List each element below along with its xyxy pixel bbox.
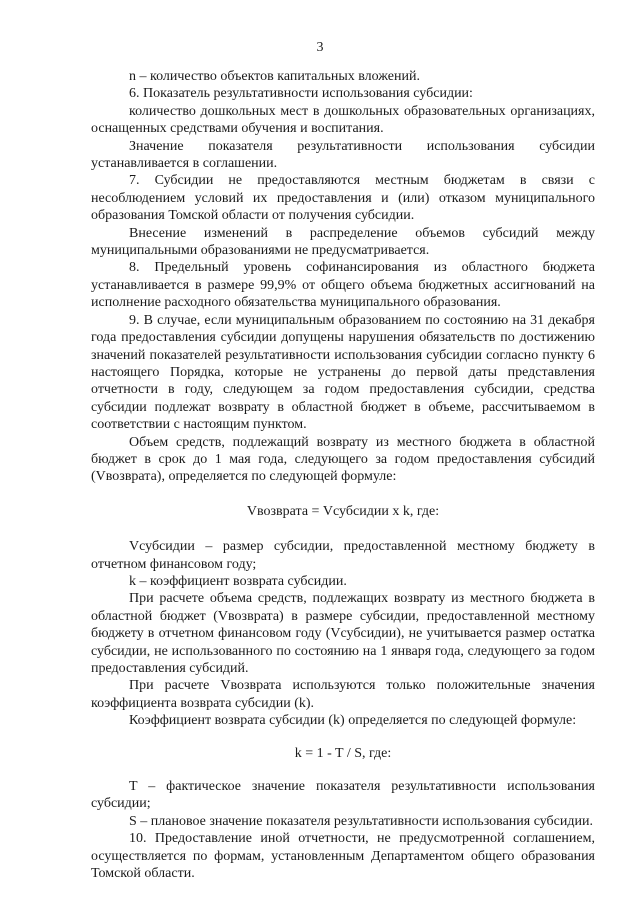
paragraph-objects-count: n – количество объектов капитальных вложений. [129, 69, 420, 84]
paragraph-item-8: 8. Предельный уровень софинансирования из областного бюджета устанавливается в размере 99,9% от общего объема бюджетных ассигнований на исполнение расходного обязательства муниципального образования. [91, 260, 595, 311]
formula-coefficient: k = 1 - T / S, где: [294, 745, 392, 761]
paragraph-return-volume: Объем средств, подлежащий возврату из местного бюджета в областной бюджет в срок до 1 мая года, следующего за годом предоставления субсидий (Vвозврата), определяется по следующей формуле: [91, 434, 595, 485]
paragraph-item-7: 7. Субсидии не предоставляются местным бюджетам в связи с несоблюдением условий их предоставления и (или) отказом муниципального образования Томской области от получения субсидии. [91, 173, 595, 224]
paragraph-t-definition: T – фактическое значение показателя результативности использования субсидии; [91, 779, 595, 812]
paragraph-preschool-places: количество дошкольных мест в дошкольных образовательных организациях, оснащенных средствами обучения и воспитания. [91, 103, 595, 137]
paragraph-indicator-value: Значение показателя результативности использования субсидии устанавливается в соглашении. [91, 138, 595, 172]
document-body [91, 68, 595, 882]
paragraph-item-6: 6. Показатель результативности использования субсидии: [129, 86, 473, 102]
paragraph-return-calculation: При расчете объема средств, подлежащих возврату из местного бюджета в областной бюджет (Vвозврата) в размере субсидии, предоставленной местному бюджету в отчетном финансовом году (Vсубсидии), не учитывается размер остатка субсидии, не использованного по состоянию на 1 января года, следующего за годом предоставления субсидий. [91, 591, 595, 676]
paragraph-item-10: 10. Предоставление иной отчетности, не предусмотренной соглашением, осуществляется по формам, установленным Департаментом общего образования Томской области. [91, 831, 595, 882]
page-number: 3 [316, 40, 324, 55]
paragraph-s-definition: S – плановое значение показателя результативности использования субсидии. [129, 813, 593, 829]
paragraph-positive-values: При расчете Vвозврата используются только положительные значения коэффициента возврата субсидии (k). [91, 678, 595, 711]
paragraph-distribution-changes: Внесение изменений в распределение объемов субсидий между муниципальными образованиями не предусматривается. [91, 225, 595, 259]
paragraph-vsubsidy-definition: Vсубсидии – размер субсидии, предоставленной местному бюджету в отчетном финансовом году; [91, 539, 595, 572]
paragraph-k-formula-intro: Коэффициент возврата субсидии (k) определяется по следующей формуле: [129, 713, 577, 729]
paragraph-item-9: 9. В случае, если муниципальным образованием по состоянию на 31 декабря года предоставления субсидии допущены нарушения обязательств по достижению значений показателей результативности использования субсидии согласно пункту 6 настоящего Порядка, которые не устранены до первой даты представления отчетности в году, следующем за годом предоставления субсидии, средства субсидии подлежат возврату в областной бюджет в объеме, рассчитываемом в соответствии с настоящим пунктом. [91, 312, 595, 433]
formula-return-amount: Vвозврата = Vсубсидии x k, где: [246, 503, 440, 519]
paragraph-k-definition: k – коэффициент возврата субсидии. [129, 573, 347, 589]
